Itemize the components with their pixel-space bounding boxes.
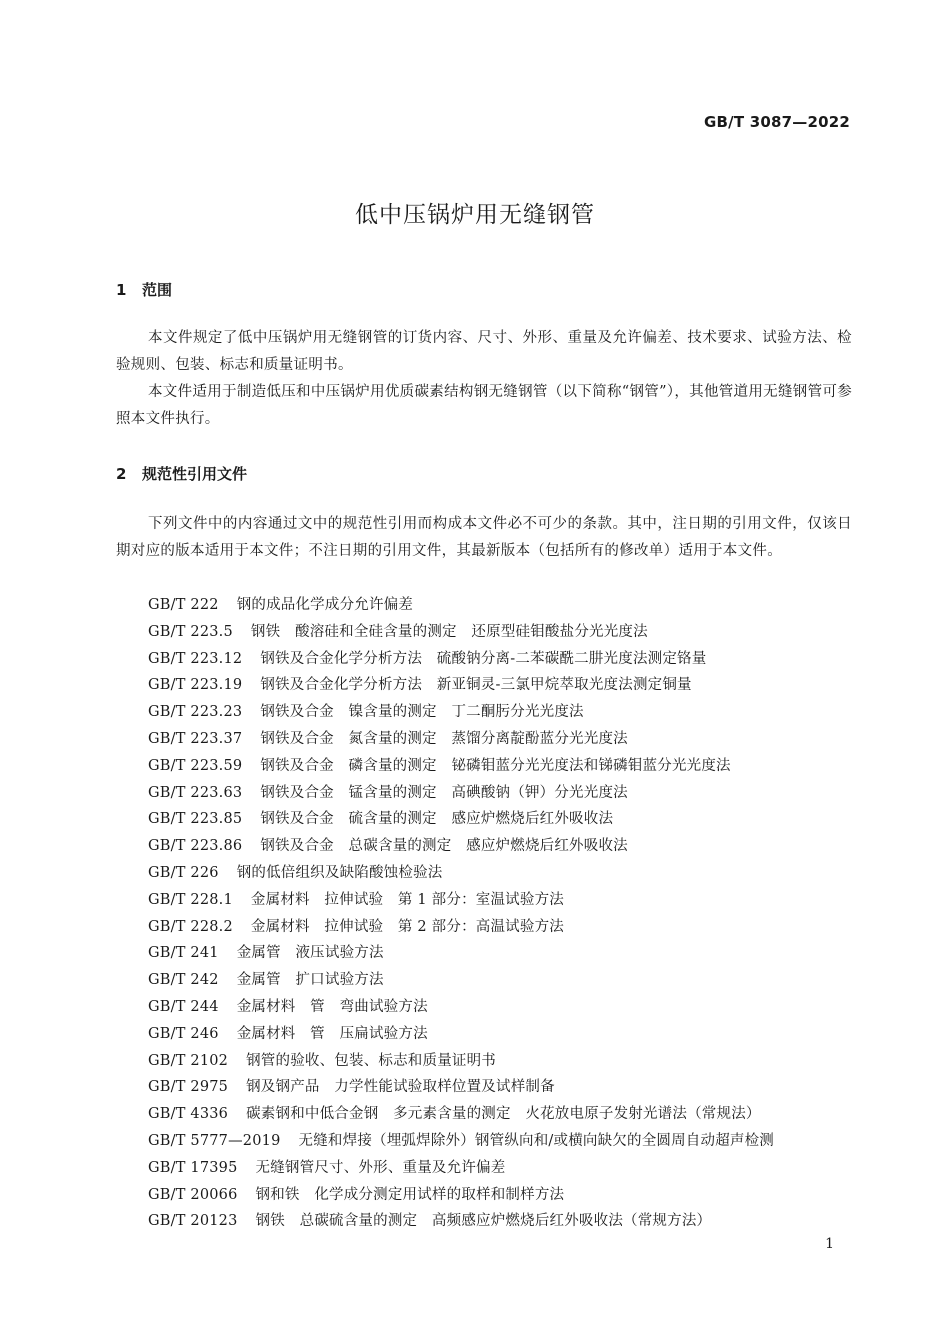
section-2-heading (116, 463, 247, 484)
reference-name: 钢的成品化学成分允许偏差 (236, 597, 414, 613)
section-title: 规范性引用文件 (142, 465, 248, 483)
reference-code: GB/T 17395 (148, 1159, 238, 1176)
reference-name: 钢铁 酸溶硅和全硅含量的测定 还原型硅钼酸盐分光光度法 (250, 623, 648, 640)
reference-name: 钢及钢产品 力学性能试验取样位置及试样制备 (246, 1079, 555, 1096)
reference-item (148, 619, 774, 646)
reference-name: 碳素钢和中低合金钢 多元素含量的测定 火花放电原子发射光谱法（常规法） (246, 1106, 761, 1123)
document-title: 低中压锅炉用无缝钢管 (355, 202, 595, 228)
reference-code: GB/T 246 (148, 1025, 219, 1042)
reference-item (148, 592, 774, 619)
reference-item (148, 646, 774, 673)
reference-item (148, 1048, 774, 1075)
reference-code: GB/T 2102 (148, 1052, 229, 1069)
reference-name: 金属材料 管 压扁试验方法 (236, 1025, 428, 1042)
reference-name: 钢管的验收、包装、标志和质量证明书 (246, 1052, 497, 1069)
reference-item (148, 833, 774, 860)
reference-name: 金属材料 拉伸试验 第 1 部分：室温试验方法 (250, 891, 564, 908)
reference-item (148, 887, 774, 914)
section-number: 1 (116, 281, 127, 299)
reference-code: GB/T 226 (148, 864, 219, 881)
reference-item (148, 672, 774, 699)
reference-item (148, 780, 774, 807)
reference-item (148, 914, 774, 941)
reference-name: 钢铁及合金 磷含量的测定 铋磷钼蓝分光光度法和锑磷钼蓝分光光度法 (260, 757, 731, 774)
reference-code: GB/T 223.86 (148, 838, 243, 855)
reference-name: 钢铁及合金 锰含量的测定 高碘酸钠（钾）分光光度法 (260, 784, 628, 801)
reference-item (148, 1128, 774, 1155)
reference-item (148, 753, 774, 780)
reference-code: GB/T 20066 (148, 1186, 238, 1203)
reference-item (148, 1155, 774, 1182)
reference-code: GB/T 241 (148, 945, 219, 962)
reference-item (148, 967, 774, 994)
reference-code: GB/T 244 (148, 998, 219, 1015)
reference-code: GB/T 5777—2019 (148, 1132, 281, 1149)
reference-name: 钢铁及合金化学分析方法 新亚铜灵-三氯甲烷萃取光度法测定铜量 (260, 677, 692, 694)
reference-code: GB/T 242 (148, 972, 219, 989)
reference-item (148, 806, 774, 833)
reference-item (148, 860, 774, 887)
reference-name: 钢和铁 化学成分测定用试样的取样和制样方法 (255, 1186, 565, 1203)
reference-item (148, 699, 774, 726)
reference-code: GB/T 223.23 (148, 704, 243, 721)
paragraph: 下列文件中的内容通过文中的规范性引用而构成本文件必不可少的条款。其中，注日期的引用文件，仅该日期对应的版本适用于本文件；不注日期的引用文件，其最新版本（包括所有的修改单）适用于本文件。 (116, 516, 852, 559)
reference-name: 无缝钢管尺寸、外形、重量及允许偏差 (255, 1159, 506, 1176)
reference-name: 钢铁及合金化学分析方法 硫酸钠分离-二苯碳酰二肼光度法测定铬量 (260, 650, 707, 667)
reference-code: GB/T 223.85 (148, 811, 243, 828)
reference-name: 钢铁及合金 镍含量的测定 丁二酮肟分光光度法 (260, 704, 584, 721)
section-number: 2 (116, 465, 127, 483)
reference-code: GB/T 223.12 (148, 650, 243, 667)
reference-name: 钢铁及合金 总碳含量的测定 感应炉燃烧后红外吸收法 (260, 838, 628, 855)
standard-id: GB/T 3087—2022 (704, 113, 850, 131)
reference-name: 钢的低倍组织及缺陷酸蚀检验法 (236, 864, 443, 881)
reference-code: GB/T 228.2 (148, 918, 233, 935)
reference-code: GB/T 228.1 (148, 891, 233, 908)
section-1-heading (116, 279, 172, 300)
reference-item (148, 994, 774, 1021)
reference-item (148, 726, 774, 753)
section-title: 范围 (142, 281, 173, 299)
paragraph: 本文件适用于制造低压和中压锅炉用优质碳素结构钢无缝钢管（以下简称“钢管”），其他管道用无缝钢管可参照本文件执行。 (116, 384, 852, 427)
reference-name: 钢铁及合金 氮含量的测定 蒸馏分离靛酚蓝分光光度法 (260, 730, 628, 747)
reference-code: GB/T 222 (148, 597, 219, 613)
reference-code: GB/T 223.19 (148, 677, 243, 694)
reference-name: 金属材料 拉伸试验 第 2 部分：高温试验方法 (250, 918, 564, 935)
reference-name: 无缝和焊接（埋弧焊除外）钢管纵向和/或横向缺欠的全圆周自动超声检测 (298, 1132, 774, 1149)
reference-code: GB/T 223.59 (148, 757, 243, 774)
reference-name: 钢铁 总碳硫含量的测定 高频感应炉燃烧后红外吸收法（常规方法） (255, 1213, 712, 1230)
reference-code: GB/T 223.63 (148, 784, 243, 801)
reference-code: GB/T 223.5 (148, 623, 233, 640)
reference-code: GB/T 20123 (148, 1213, 238, 1230)
reference-name: 金属材料 管 弯曲试验方法 (236, 998, 428, 1015)
reference-item (148, 1074, 774, 1101)
reference-name: 钢铁及合金 硫含量的测定 感应炉燃烧后红外吸收法 (260, 811, 614, 828)
page-number: 1 (825, 1236, 834, 1252)
reference-code: GB/T 2975 (148, 1079, 229, 1096)
reference-code: GB/T 4336 (148, 1106, 229, 1123)
reference-code: GB/T 223.37 (148, 730, 243, 747)
reference-item (148, 1101, 774, 1128)
reference-item (148, 1182, 774, 1209)
reference-name: 金属管 液压试验方法 (236, 945, 384, 962)
reference-item (148, 1208, 774, 1235)
reference-name: 金属管 扩口试验方法 (236, 972, 384, 989)
paragraph: 本文件规定了低中压锅炉用无缝钢管的订货内容、尺寸、外形、重量及允许偏差、技术要求、试验方法、检验规则、包装、标志和质量证明书。 (116, 330, 852, 373)
reference-list (148, 592, 774, 1235)
reference-item (148, 1021, 774, 1048)
reference-item (148, 940, 774, 967)
